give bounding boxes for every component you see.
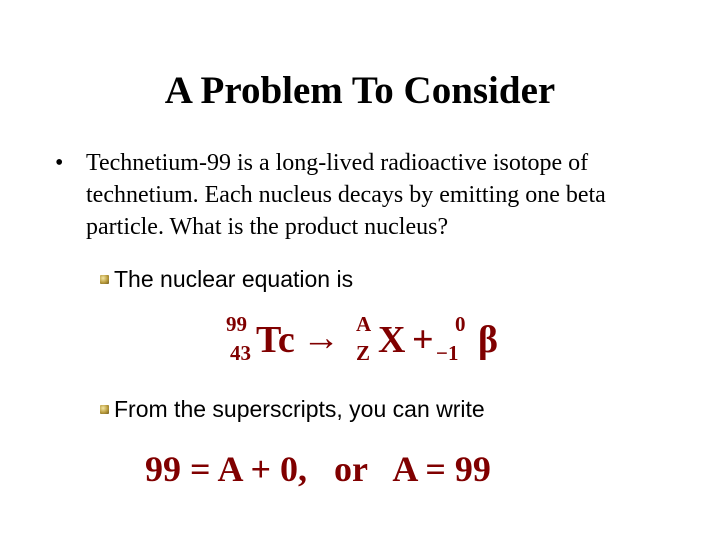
tc-mass-number: 99 bbox=[226, 312, 247, 336]
mass-number-equation: 99 = A + 0, or A = 99 bbox=[145, 449, 491, 489]
arrow-icon: → bbox=[302, 317, 340, 359]
x-mass-number: A bbox=[356, 312, 372, 336]
tc-symbol: Tc bbox=[256, 319, 295, 361]
nuclear-equation bbox=[226, 310, 516, 370]
sub-bullet-icon bbox=[100, 405, 109, 414]
slide-title: A Problem To Consider bbox=[164, 69, 556, 112]
beta-atomic-number: −1 bbox=[436, 341, 459, 365]
x-symbol: X bbox=[378, 319, 406, 361]
beta-symbol: β bbox=[478, 319, 499, 361]
sub-bullet-text: The nuclear equation is bbox=[114, 266, 354, 292]
sub-bullet-superscripts bbox=[100, 396, 485, 423]
x-atomic-number: Z bbox=[356, 341, 371, 365]
sub-bullet-icon bbox=[100, 275, 109, 284]
bullet-dot-icon: • bbox=[55, 150, 64, 176]
plus-sign: + bbox=[412, 319, 434, 361]
main-bullet bbox=[55, 147, 675, 243]
bullet-text: Technetium-99 is a long-lived radioactive isotope of technetium. Each nucleus decays by emitting one beta particle. What is the product nucleus? bbox=[86, 150, 606, 240]
beta-mass-number: 0 bbox=[455, 312, 466, 336]
tc-atomic-number: 43 bbox=[230, 341, 251, 365]
sub-bullet-equation bbox=[100, 266, 353, 293]
sub-bullet-text: From the superscripts, you can write bbox=[114, 396, 485, 422]
